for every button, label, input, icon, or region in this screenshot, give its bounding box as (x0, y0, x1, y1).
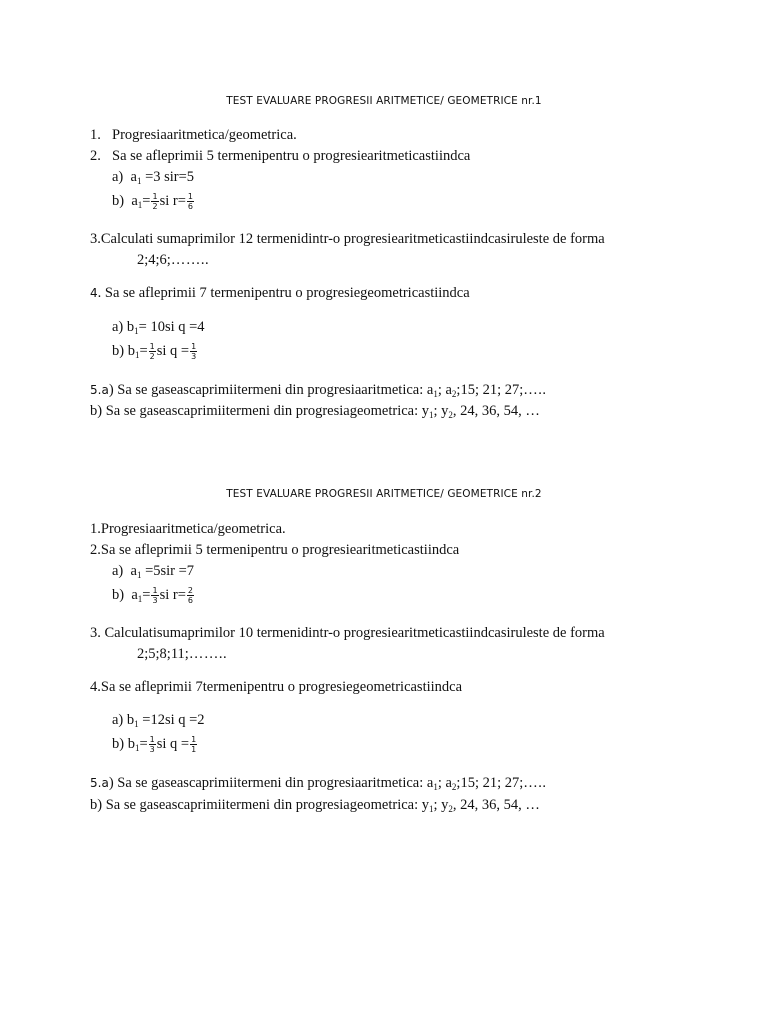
test2-q2-option-b (112, 584, 195, 610)
denominator: 3 (149, 745, 155, 755)
test2-q3-sequence (137, 645, 227, 663)
test2-question-2: 2.Sa se afleprimii 5 termenipentru o progresiearitmeticastiindca (90, 542, 460, 558)
option-text: b) b (112, 736, 135, 752)
separator: ; a (437, 382, 452, 398)
denominator: 6 (187, 202, 193, 212)
subscript: 1 (134, 719, 139, 729)
term-a: a (131, 193, 138, 209)
ellipsis: ….. (523, 382, 547, 398)
subscript: 1 (134, 326, 139, 336)
denominator: 2 (152, 202, 158, 212)
test1-q4-option-a (112, 318, 205, 340)
subscript: 1 (136, 176, 142, 186)
fraction (187, 586, 194, 605)
q4-text: . Sa se afleprimii 7 termenipentru o progresiegeometricastiindca (97, 285, 470, 301)
term-a: a (131, 587, 138, 603)
subscript: 2 (448, 410, 453, 420)
q1-text: Progresiaaritmetica/geometrica. (112, 127, 297, 143)
subscript: 2 (448, 804, 453, 814)
q5a-text: ) Sa se gaseascaprimiitermeni din progresiaaritmetica: a (108, 775, 434, 791)
q1-number: 1. (90, 127, 101, 143)
option-text: si q = (156, 736, 190, 752)
test2-question-3: 3. Calculatisumaprimilor 10 termenidintr-o progresiearitmeticastiindcasiruleste de forma (90, 625, 605, 641)
numerator: 1 (191, 735, 197, 745)
test1-question-5a (90, 381, 547, 403)
ellipsis: ….. (523, 775, 547, 791)
terms: , 24, 36, 54, … (452, 797, 540, 813)
option-text: =5sir =7 (141, 563, 195, 579)
subscript: 1 (433, 782, 438, 792)
fraction (151, 586, 158, 605)
fraction (187, 192, 194, 211)
option-text: = 10si q =4 (138, 319, 205, 335)
option-label: b) (112, 587, 125, 603)
subscript: 1 (137, 594, 143, 604)
separator: ; y (433, 403, 449, 419)
option-label: a) (112, 563, 124, 579)
q5-number: 5.a (90, 383, 109, 397)
numerator: 1 (191, 342, 197, 352)
q4-number: 4 (90, 286, 98, 300)
test2-question-4: 4.Sa se afleprimii 7termenipentru o progresiegeometricastiindca (90, 679, 463, 695)
terms: ;15; 21; 27; (456, 382, 524, 398)
test2-q4-option-b (112, 733, 198, 759)
equals: = (139, 343, 148, 359)
subscript: 1 (134, 743, 140, 753)
ellipsis: …….. (170, 252, 210, 268)
q5a-text: ) Sa se gaseascaprimiitermeni din progresiaaritmetica: a (108, 382, 434, 398)
test2-q4-option-a (112, 711, 205, 733)
q5b-text: b) Sa se gaseascaprimiitermeni din progresiageometrica: y (90, 403, 430, 419)
option-text: =12si q =2 (138, 712, 205, 728)
equals: = (142, 193, 151, 209)
option-text: b) b (112, 343, 135, 359)
option-text: si r= (159, 193, 186, 209)
test1-q2-option-b (112, 190, 195, 216)
test2-question-5b (90, 796, 540, 818)
fraction (151, 192, 158, 211)
q5b-text: b) Sa se gaseascaprimiitermeni din progresiageometrica: y (90, 797, 430, 813)
option-text: si r= (159, 587, 186, 603)
test2-question-5a (90, 774, 547, 796)
equals: = (139, 736, 148, 752)
subscript: 1 (136, 570, 142, 580)
test1-question-2 (90, 147, 470, 165)
subscript: 2 (451, 782, 457, 792)
ellipsis: …….. (188, 646, 228, 662)
subscript: 1 (433, 389, 438, 399)
subscript: 1 (134, 350, 140, 360)
denominator: 1 (191, 745, 197, 755)
fraction (190, 735, 197, 754)
subscript: 2 (451, 389, 457, 399)
numerator: 2 (187, 586, 193, 596)
denominator: 3 (152, 596, 158, 606)
subscript: 1 (429, 804, 434, 814)
fraction (149, 342, 156, 361)
test2-q2-option-a (112, 562, 194, 584)
separator: ; y (433, 797, 449, 813)
term-a: a (130, 169, 137, 185)
test1-question-1 (90, 126, 297, 144)
numerator: 1 (149, 342, 155, 352)
test1-question-4 (90, 284, 470, 302)
numerator: 1 (149, 735, 155, 745)
test1-q2-option-a (112, 168, 194, 190)
term-a: a (130, 563, 137, 579)
denominator: 6 (187, 596, 193, 606)
terms: , 24, 36, 54, … (452, 403, 540, 419)
sequence: 2;4;6; (137, 252, 171, 268)
numerator: 1 (152, 192, 158, 202)
denominator: 3 (191, 352, 197, 362)
test1-title: TEST EVALUARE PROGRESII ARITMETICE/ GEOMETRICE nr.1 (226, 95, 542, 107)
fraction (190, 342, 197, 361)
subscript: 1 (137, 200, 143, 210)
option-text: a) b (112, 319, 135, 335)
denominator: 2 (149, 352, 155, 362)
q2-text: Sa se afleprimii 5 termenipentru o progresiearitmeticastiindca (112, 148, 471, 164)
test1-question-5b (90, 402, 540, 424)
test1-question-3: 3.Calculati sumaprimilor 12 termenidintr-o progresiearitmeticastiindcasiruleste de forma (90, 231, 605, 247)
option-text: =3 sir=5 (141, 169, 195, 185)
numerator: 1 (152, 586, 158, 596)
separator: ; a (437, 775, 452, 791)
test1-q4-option-b (112, 340, 198, 366)
equals: = (142, 587, 151, 603)
option-text: a) b (112, 712, 135, 728)
test1-q3-sequence (137, 251, 209, 269)
option-text: si q = (156, 343, 190, 359)
terms: ;15; 21; 27; (456, 775, 524, 791)
option-label: a) (112, 169, 124, 185)
q5-number: 5.a (90, 776, 109, 790)
fraction (149, 735, 156, 754)
subscript: 1 (429, 410, 434, 420)
numerator: 1 (187, 192, 193, 202)
sequence: 2;5;8;11; (137, 646, 189, 662)
option-label: b) (112, 193, 125, 209)
test2-title: TEST EVALUARE PROGRESII ARITMETICE/ GEOMETRICE nr.2 (226, 488, 542, 500)
q2-number: 2. (90, 148, 101, 164)
test2-question-1: 1.Progresiaaritmetica/geometrica. (90, 521, 286, 537)
